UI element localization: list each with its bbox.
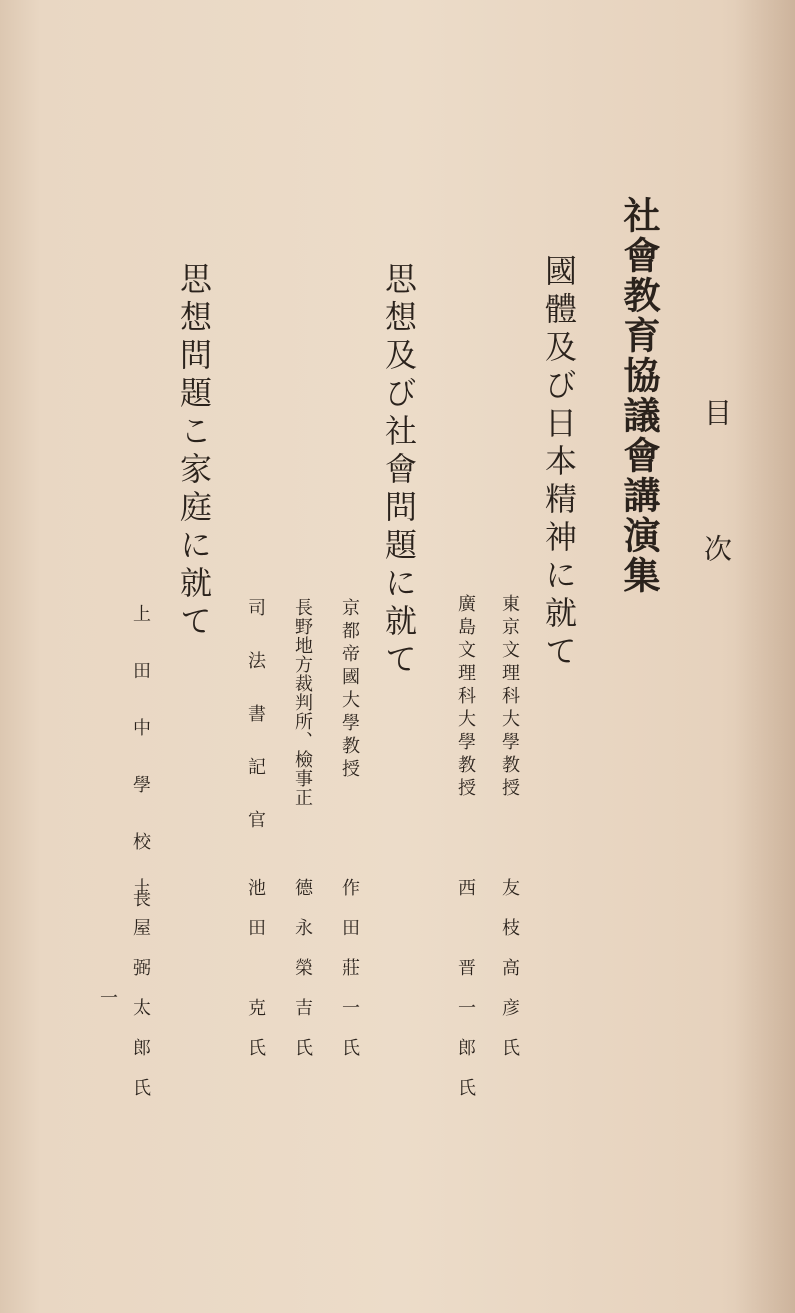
contents-heading: 目 次 [700,398,733,568]
speaker-affiliation: 長野地方裁判所、檢事正 [292,598,313,807]
speaker-affiliation: 東京文理科大學教授 [499,594,520,801]
speaker-name: 西 晋一郎氏 [455,878,476,1118]
speaker-affiliation: 司 法 書 記 官 [245,598,266,835]
speaker-name: 土屋弼太郎氏 [130,878,151,1118]
book-title: 社會教育協議會講演集 [617,196,661,596]
speaker-affiliation: 廣島文理科大學教授 [455,594,476,801]
speaker-affiliation: 京都帝國大學教授 [339,598,360,782]
page-number: 一 [97,988,118,1006]
speaker-name: 德永榮吉氏 [292,878,313,1078]
speaker-name: 作田莊一氏 [339,878,360,1078]
lecture-title: 國體及び日本精神に就て [540,254,578,672]
lecture-title: 思想及び社會問題に就て [380,262,418,680]
speaker-name: 友枝高彦氏 [499,878,520,1078]
lecture-title: 思想問題こ家庭に就て [175,262,213,642]
speaker-name: 池田 克氏 [245,878,266,1078]
speaker-affiliation: 上 田 中 學 校 長 [130,604,151,916]
